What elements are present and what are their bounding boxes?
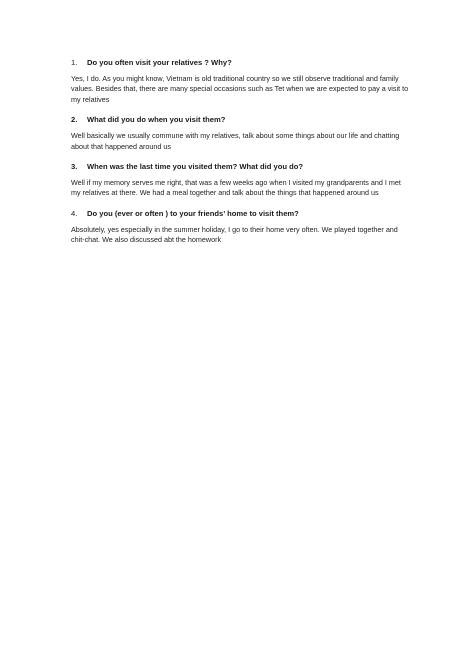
answer-paragraph: Well if my memory serves me right, that was a few weeks ago when I visited my grandparents and I met my relatives at there. We had a meal together and talk about the things that happened around us	[71, 178, 401, 198]
question-number: 3.	[71, 162, 78, 172]
question-number: 4.	[71, 208, 78, 218]
answer-paragraph: Yes, I do. As you might know, Vietnam is old traditional country so we still observe traditional and family values. Besides that, there are many special occasions such as Tet when we are expected to pay a visit to my relatives	[71, 74, 409, 104]
document-body	[71, 57, 411, 255]
question-heading	[71, 161, 411, 172]
question-number: 2.	[71, 115, 78, 125]
question-number: 1.	[71, 58, 78, 67]
qa-item-3	[71, 161, 411, 199]
question-text: When was the last time you visited them? What did you do?	[87, 162, 304, 172]
qa-item-2	[71, 114, 411, 152]
question-heading	[71, 114, 411, 125]
question-text: What did you do when you visit them?	[87, 115, 226, 125]
question-text: Do you (ever or often ) to your friends’ home to visit them?	[87, 208, 299, 218]
question-heading	[71, 208, 411, 219]
qa-item-4	[71, 208, 411, 246]
answer-paragraph: Absolutely, yes especially in the summer holiday, I go to their home very often. We played together and chit-chat. We also discussed abt the homework	[71, 224, 398, 245]
question-heading	[71, 57, 411, 68]
qa-item-1	[71, 57, 411, 105]
question-text: Do you often visit your relatives ? Why?	[87, 58, 232, 67]
answer-paragraph: Well basically we usually commune with my relatives, talk about some things about our life and chatting about that happened around us	[71, 131, 400, 151]
